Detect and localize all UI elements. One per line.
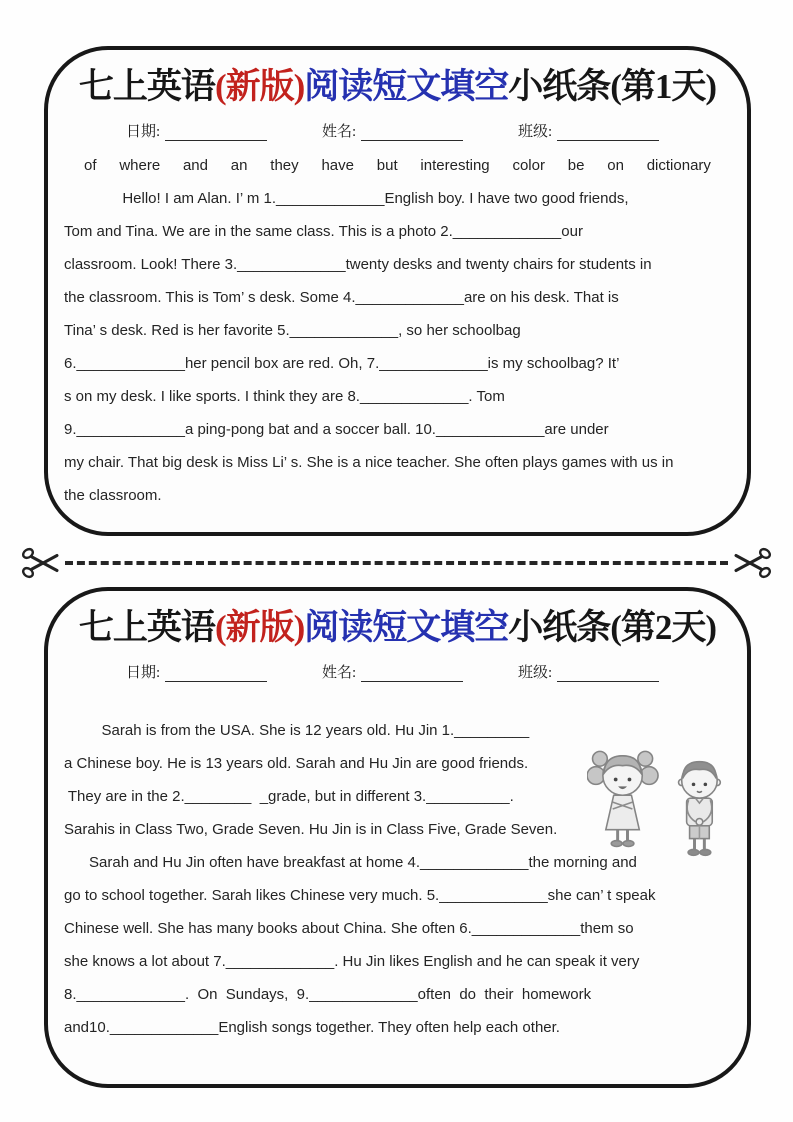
passage-line: Tina’ s desk. Red is her favorite 5._____________, so her schoolbag bbox=[64, 322, 521, 339]
word-bank-word: be bbox=[567, 157, 585, 174]
header-field bbox=[518, 120, 714, 141]
passage-line: the classroom. This is Tom’ s desk. Some 4._____________are on his desk. That is bbox=[64, 289, 619, 306]
word-bank-word: and bbox=[182, 157, 208, 174]
word-bank-word: an bbox=[230, 157, 248, 174]
passage-line: she knows a lot about 7._____________. Hu Jin likes English and he can speak it very bbox=[64, 953, 640, 970]
title-course-segment: 七上英语 bbox=[78, 608, 215, 647]
passage-line: Sarah and Hu Jin often have breakfast at home 4._____________the morning and bbox=[64, 854, 637, 871]
field-blank-line bbox=[361, 125, 463, 141]
cut-line-divider bbox=[20, 544, 773, 582]
passage-line: Hello! I am Alan. I’ m 1._____________English boy. I have two good friends, bbox=[64, 190, 629, 207]
field-blank-line bbox=[165, 666, 267, 682]
title-edition-segment: (新版) bbox=[214, 608, 305, 647]
passage-line: 6._____________her pencil box are red. Oh, 7._____________is my schoolbag? It’ bbox=[64, 355, 620, 372]
field-blank-line bbox=[557, 666, 659, 682]
word-bank-word: on bbox=[607, 157, 624, 174]
two-students-illustration bbox=[587, 743, 735, 879]
header-field bbox=[126, 120, 322, 141]
passage-line: 8._____________. On Sundays, 9._____________often do their homework bbox=[64, 986, 592, 1003]
title-day-segment: 小纸条(第2天) bbox=[508, 608, 717, 647]
field-label: 姓名: bbox=[322, 124, 357, 140]
card-title bbox=[64, 66, 731, 108]
header-field bbox=[322, 120, 518, 141]
word-bank-word: color bbox=[512, 157, 545, 174]
field-blank-line bbox=[165, 125, 267, 141]
passage-line: classroom. Look! There 3._____________twenty desks and twenty chairs for students in bbox=[64, 256, 652, 273]
worksheet-card-day1 bbox=[44, 46, 751, 536]
passage-day1 bbox=[64, 182, 731, 512]
word-bank-word: have bbox=[321, 157, 354, 174]
field-label: 姓名: bbox=[322, 665, 357, 681]
card-title bbox=[64, 607, 731, 649]
passage-line: 9._____________a ping-pong bat and a soccer ball. 10._____________are under bbox=[64, 421, 609, 438]
word-bank-word: they bbox=[270, 157, 299, 174]
passage-line: my chair. That big desk is Miss Li’ s. She is a nice teacher. She often plays games with us in bbox=[64, 454, 674, 471]
word-bank-word: dictionary bbox=[646, 157, 711, 174]
header-fields-row bbox=[64, 661, 731, 682]
passage-line: Sarah is from the USA. She is 12 years old. Hu Jin 1._________ bbox=[64, 722, 530, 739]
field-blank-line bbox=[557, 125, 659, 141]
passage-line: the classroom. bbox=[64, 487, 162, 504]
passage-line: and10._____________English songs together. They often help each other. bbox=[64, 1019, 560, 1036]
scissors-icon bbox=[731, 545, 773, 581]
field-label: 班级: bbox=[518, 124, 553, 140]
passage-line: go to school together. Sarah likes Chinese very much. 5._____________she can’ t speak bbox=[64, 887, 656, 904]
scissors-icon bbox=[20, 545, 62, 581]
field-label: 日期: bbox=[126, 124, 161, 140]
word-bank-word: but bbox=[376, 157, 398, 174]
dashed-cut-line bbox=[65, 561, 728, 565]
worksheet-card-day2 bbox=[44, 587, 751, 1088]
passage-line: Sarahis in Class Two, Grade Seven. Hu Jin is in Class Five, Grade Seven. bbox=[64, 821, 558, 838]
word-bank-word: where bbox=[119, 157, 161, 174]
field-label: 日期: bbox=[126, 665, 161, 681]
word-bank-word: interesting bbox=[420, 157, 490, 174]
title-edition-segment: (新版) bbox=[214, 67, 305, 106]
passage-line: Chinese well. She has many books about China. She often 6._____________them so bbox=[64, 920, 634, 937]
passage-line: s on my desk. I like sports. I think they are 8._____________. Tom bbox=[64, 388, 505, 405]
title-course-segment: 七上英语 bbox=[78, 67, 215, 106]
passage-line: Tom and Tina. We are in the same class. This is a photo 2._____________our bbox=[64, 223, 583, 240]
title-topic-segment: 阅读短文填空 bbox=[304, 608, 509, 647]
title-day-segment: 小纸条(第1天) bbox=[508, 67, 717, 106]
word-bank-word: of bbox=[84, 157, 97, 174]
title-topic-segment: 阅读短文填空 bbox=[304, 67, 509, 106]
passage-line: They are in the 2.________ _grade, but in different 3.__________. bbox=[64, 788, 514, 805]
passage-line: a Chinese boy. He is 13 years old. Sarah and Hu Jin are good friends. bbox=[64, 755, 529, 772]
header-field bbox=[518, 661, 714, 682]
field-label: 班级: bbox=[518, 665, 553, 681]
header-field bbox=[126, 661, 322, 682]
word-bank bbox=[84, 157, 711, 174]
header-field bbox=[322, 661, 518, 682]
header-fields-row bbox=[64, 120, 731, 141]
field-blank-line bbox=[361, 666, 463, 682]
